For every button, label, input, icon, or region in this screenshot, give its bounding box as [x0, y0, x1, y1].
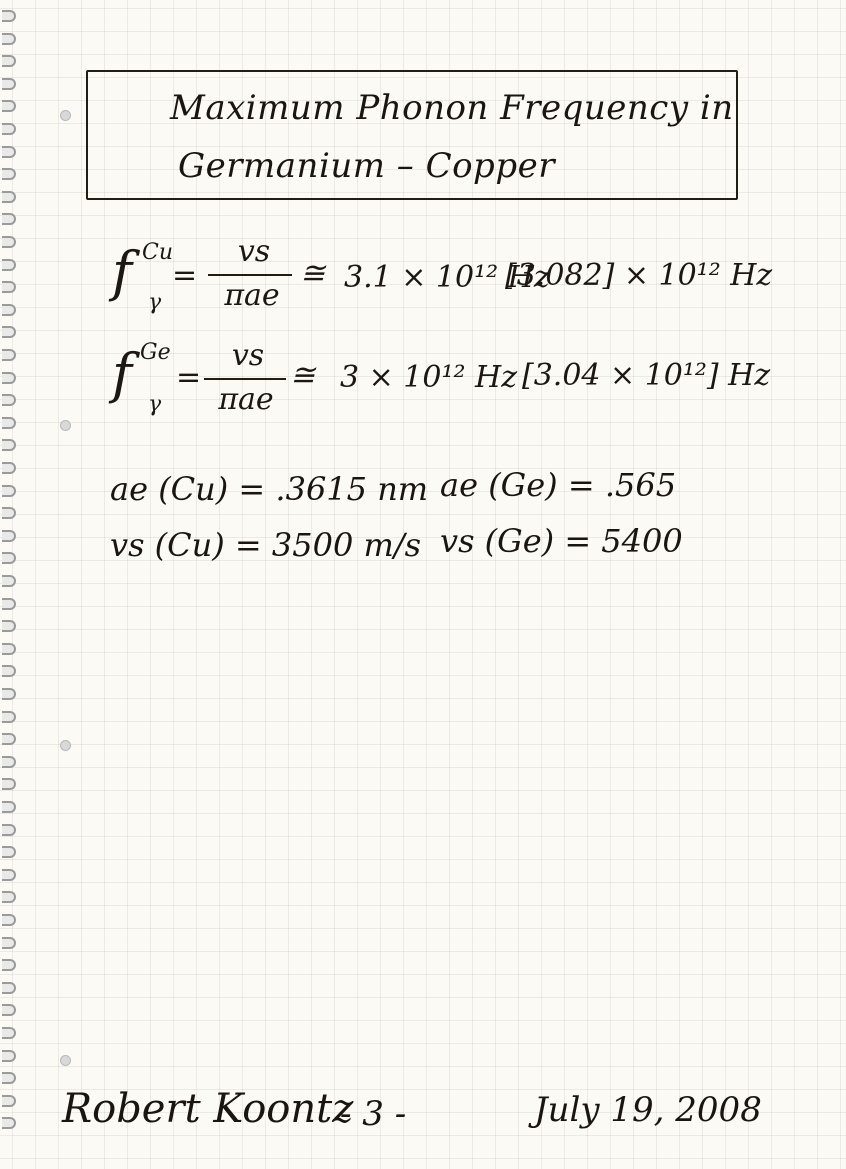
spiral-coil: [2, 937, 16, 949]
spiral-coil: [2, 665, 16, 677]
spiral-coil: [2, 982, 16, 994]
fraction-denominator: πae: [224, 278, 280, 313]
lattice-constant-copper: ae (Cu) = .3615 nm: [110, 470, 429, 508]
estimate-value: 3.1 × 10¹² Hz: [344, 260, 550, 295]
spiral-coil: [2, 891, 16, 903]
spiral-coil: [2, 801, 16, 813]
fraction-numerator: vs: [237, 234, 271, 269]
spiral-coil: [2, 688, 16, 700]
spiral-coil: [2, 191, 16, 203]
computed-value: [3.082] × 10¹² Hz: [505, 258, 773, 293]
spiral-coil: [2, 552, 16, 564]
fraction-bar: [204, 378, 286, 380]
spiral-coil: [2, 846, 16, 858]
spiral-coil: [2, 914, 16, 926]
spiral-coil: [2, 146, 16, 158]
fraction-bar: [208, 274, 292, 276]
spiral-coil: [2, 1095, 16, 1107]
spiral-coil: [2, 959, 16, 971]
subscript-gamma: γ: [148, 290, 162, 315]
frequency-symbol: f: [112, 342, 132, 405]
spiral-coil: [2, 100, 16, 112]
spiral-coil: [2, 485, 16, 497]
equals-sign: =: [172, 258, 198, 293]
equation-copper: [0, 232, 846, 332]
page-number: - 3 -: [340, 1094, 407, 1134]
spiral-coil: [2, 168, 16, 180]
spiral-coil: [2, 123, 16, 135]
punch-hole: [60, 1055, 71, 1066]
approx-sign: ≅: [300, 256, 326, 291]
spiral-coil: [2, 598, 16, 610]
sound-velocity-copper: vs (Cu) = 3500 m/s: [110, 526, 422, 564]
spiral-coil: [2, 1004, 16, 1016]
spiral-coil: [2, 869, 16, 881]
spiral-coil: [2, 778, 16, 790]
punch-hole: [60, 740, 71, 751]
spiral-coil: [2, 1072, 16, 1084]
spiral-coil: [2, 10, 16, 22]
spiral-coil: [2, 530, 16, 542]
estimate-value: 3 × 10¹² Hz: [340, 360, 518, 395]
spiral-coil: [2, 575, 16, 587]
date: July 19, 2008: [534, 1090, 762, 1130]
title-line-1: Maximum Phonon Frequency in: [170, 88, 734, 128]
fraction-denominator: πae: [218, 382, 274, 417]
spiral-coil: [2, 507, 16, 519]
spiral-coil: [2, 55, 16, 67]
title-line-2: Germanium – Copper: [178, 146, 555, 186]
frequency-symbol: f: [112, 240, 132, 303]
superscript-ge: Ge: [140, 340, 171, 365]
spiral-binding: [0, 10, 22, 1160]
spiral-coil: [2, 620, 16, 632]
spiral-coil: [2, 1117, 16, 1129]
spiral-coil: [2, 1050, 16, 1062]
lattice-constant-germanium: ae (Ge) = .565: [440, 466, 677, 504]
approx-sign: ≅: [290, 358, 316, 393]
punch-hole: [60, 420, 71, 431]
spiral-coil: [2, 1027, 16, 1039]
spiral-coil: [2, 824, 16, 836]
computed-value: [3.04 × 10¹²] Hz: [522, 358, 771, 393]
spiral-coil: [2, 33, 16, 45]
spiral-coil: [2, 213, 16, 225]
spiral-coil: [2, 439, 16, 451]
fraction-numerator: vs: [231, 338, 265, 373]
spiral-coil: [2, 643, 16, 655]
equation-germanium: [0, 334, 846, 434]
spiral-coil: [2, 733, 16, 745]
superscript-cu: Cu: [142, 240, 174, 265]
punch-hole: [60, 110, 71, 121]
author-signature: Robert Koontz: [62, 1086, 354, 1132]
subscript-gamma: γ: [148, 392, 162, 417]
equals-sign: =: [176, 360, 202, 395]
sound-velocity-germanium: vs (Ge) = 5400: [440, 522, 683, 560]
spiral-coil: [2, 462, 16, 474]
spiral-coil: [2, 711, 16, 723]
spiral-coil: [2, 756, 16, 768]
spiral-coil: [2, 78, 16, 90]
